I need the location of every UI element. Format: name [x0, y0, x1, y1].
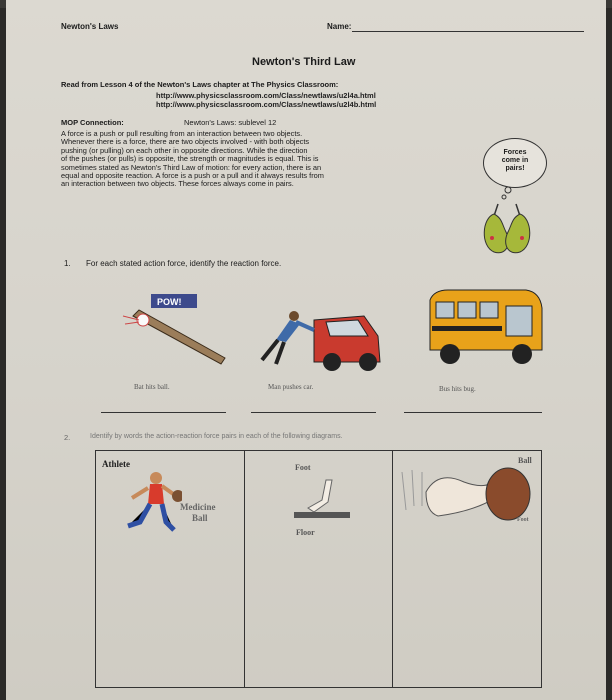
para-line: of the pushes (or pulls) is opposite, the strength or magnitudes is equal. This is — [61, 154, 319, 164]
mop-label: MOP Connection: — [61, 118, 124, 127]
ball-label: Ball — [518, 456, 532, 465]
header-left: Newton's Laws — [61, 22, 119, 31]
answer-line-1[interactable] — [101, 412, 226, 413]
medicine-ball-label-1: Medicine — [180, 502, 216, 512]
q1-prompt: For each stated action force, identify the reaction force. — [86, 259, 282, 268]
man-caption: Man pushes car. — [268, 383, 314, 391]
answer-line-2[interactable] — [251, 412, 376, 413]
floor-label: Floor — [296, 528, 315, 537]
man-pushes-car-image — [246, 302, 386, 372]
bat-caption: Bat hits ball. — [134, 383, 170, 391]
name-label: Name: — [327, 22, 352, 31]
q2-prompt: Identify by words the action-reaction force pairs in each of the following diagrams. — [90, 433, 343, 440]
foot-kick-image — [292, 478, 352, 520]
para-line: an interaction between two objects. These forces always come in pairs. — [61, 179, 294, 189]
athlete-image — [122, 470, 182, 540]
bubble-line: pairs! — [505, 165, 525, 172]
intro-paragraph — [61, 130, 471, 189]
para-line: pushing (or pulling) on each other in opposite directions. While the direction — [61, 145, 308, 155]
mop-value: Newton's Laws: sublevel 12 — [184, 118, 277, 127]
bat-hits-ball-image — [121, 294, 231, 369]
bubble-line: Forces — [503, 149, 527, 156]
bus-caption: Bus hits bug. — [439, 385, 476, 393]
read-from-text: Read from Lesson 4 of the Newton's Laws chapter at The Physics Classroom: — [61, 80, 339, 89]
para-line: Whenever there is a force, there are two objects involved - with both objects — [61, 137, 310, 147]
q2-number: 2. — [64, 433, 71, 442]
thought-bubble — [483, 138, 547, 188]
athlete-label: Athlete — [102, 459, 130, 469]
page-title: Newton's Third Law — [252, 56, 356, 68]
foot-label: Foot — [295, 463, 311, 472]
pear-pair-icon — [468, 186, 558, 256]
answer-line-3[interactable] — [404, 412, 542, 413]
svg-text:POW!: POW! — [157, 297, 182, 307]
para-line: sometimes stated as Newton's Third Law of motion: for every action, there is an — [61, 162, 322, 172]
q1-number: 1. — [64, 259, 71, 268]
bubble-line: come in — [501, 157, 529, 164]
para-line: A force is a push or pull resulting from an interaction between two objects. — [61, 129, 303, 138]
link-2[interactable]: http://www.physicsclassroom.com/Class/newtlaws/u2l4b.html — [156, 100, 377, 109]
foot-label-2: Foot — [517, 517, 529, 523]
link-1[interactable]: http://www.physicsclassroom.com/Class/newtlaws/u2l4a.html — [156, 91, 376, 100]
name-line[interactable] — [352, 31, 584, 32]
para-line: equal and opposite reaction. A force is a push or a pull and it always results from — [61, 171, 324, 181]
worksheet-page — [6, 0, 606, 700]
medicine-ball-label-2: Ball — [192, 513, 208, 523]
bus-hits-bug-image — [426, 288, 546, 373]
